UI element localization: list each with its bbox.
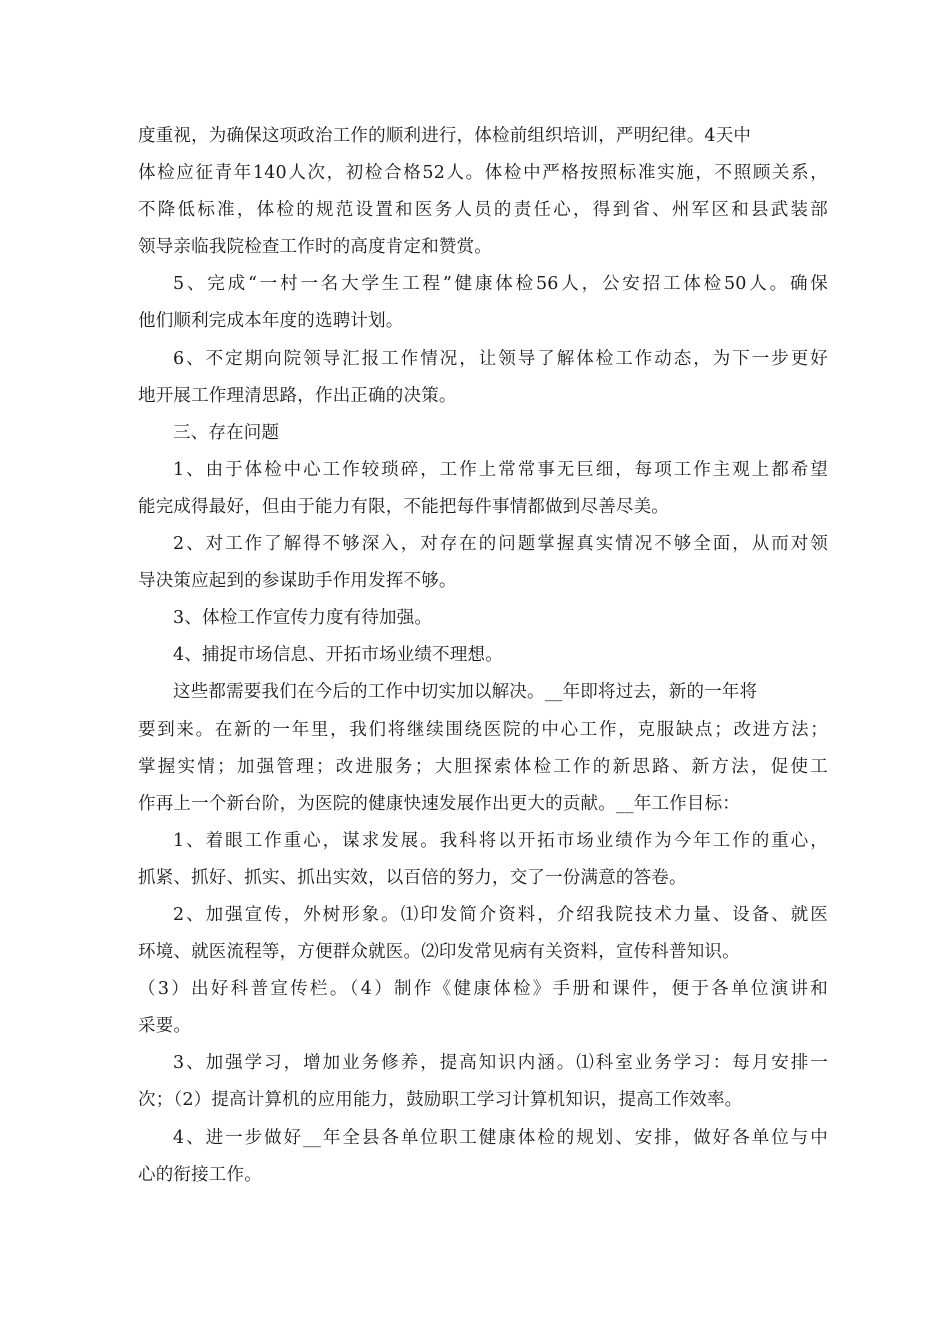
text-line: 4、进一步做好__年全县各单位职工健康体检的规划、安排，做好各单位与中: [173, 1127, 828, 1148]
text-line: 采要。: [138, 1016, 192, 1037]
text-line: 3、体检工作宣传力度有待加强。: [173, 608, 433, 629]
text-line: 2、加强宣传，外树形象。⑴印发简介资料，介绍我院技术力量、设备、就医: [173, 904, 828, 925]
text-line: 1、着眼工作重心，谋求发展。我科将以开拓市场业绩作为今年工作的重心，: [173, 830, 828, 851]
text-line: 4、捕捉市场信息、开拓市场业绩不理想。: [173, 645, 503, 666]
text-line: 度重视，为确保这项政治工作的顺利进行，体检前组织培训，严明纪律。4天中: [138, 126, 752, 146]
text-line: 体检应征青年140人次，初检合格52人。体检中严格按照标准实施，不照顾关系，: [138, 163, 828, 184]
text-line: 3、加强学习，增加业务修养，提高知识内涵。⑴科室业务学习：每月安排一: [173, 1053, 828, 1074]
text-line: 心的衔接工作。: [138, 1164, 262, 1185]
text-line: 2、对工作了解得不够深入，对存在的问题掌握真实情况不够全面，从而对领: [173, 534, 828, 555]
document-page: [138, 118, 828, 1194]
text-line: 次；（2）提高计算机的应用能力，鼓励职工学习计算机知识，提高工作效率。: [138, 1090, 743, 1111]
text-line: 环境、就医流程等，方便群众就医。⑵印发常见病有关资料，宣传科普知识。: [138, 942, 740, 963]
text-line: 地开展工作理清思路，作出正确的决策。: [138, 385, 457, 406]
text-line: 抓紧、抓好、抓实、抓出实效，以百倍的努力，交了一份满意的答卷。: [138, 867, 687, 888]
text-line: 导决策应起到的参谋助手作用发挥不够。: [138, 571, 457, 592]
text-line: 1、由于体检中心工作较琐碎，工作上常常事无巨细，每项工作主观上都希望: [173, 459, 828, 480]
text-line: 不降低标准，体检的规范设置和医务人员的责任心，得到省、州军区和县武装部: [138, 200, 828, 221]
text-line: 6、不定期向院领导汇报工作情况，让领导了解体检工作动态，为下一步更好: [173, 348, 828, 369]
text-line: 领导亲临我院检查工作时的高度肯定和赞赏。: [138, 237, 492, 258]
text-line: 他们顺利完成本年度的选聘计划。: [138, 311, 404, 332]
text-line: 这些都需要我们在今后的工作中切实加以解决。__年即将过去，新的一年将: [173, 682, 758, 703]
text-line: 作再上一个新台阶，为医院的健康快速发展作出更大的贡献。__年工作目标：: [138, 793, 740, 814]
text-line: （3）出好科普宣传栏。（4）制作《健康体检》手册和课件，便于各单位演讲和: [138, 979, 828, 1000]
text-line: 能完成得最好，但由于能力有限，不能把每件事情都做到尽善尽美。: [138, 496, 669, 517]
text-line: 三、存在问题: [173, 422, 280, 443]
text-line: 5、完成“一村一名大学生工程”健康体检56人，公安招工体检50人。确保: [173, 274, 828, 295]
text-line: 掌握实情；加强管理；改进服务；大胆探索体检工作的新思路、新方法，促使工: [138, 756, 828, 777]
text-line: 要到来。在新的一年里，我们将继续围绕医院的中心工作，克服缺点；改进方法；: [138, 719, 828, 740]
